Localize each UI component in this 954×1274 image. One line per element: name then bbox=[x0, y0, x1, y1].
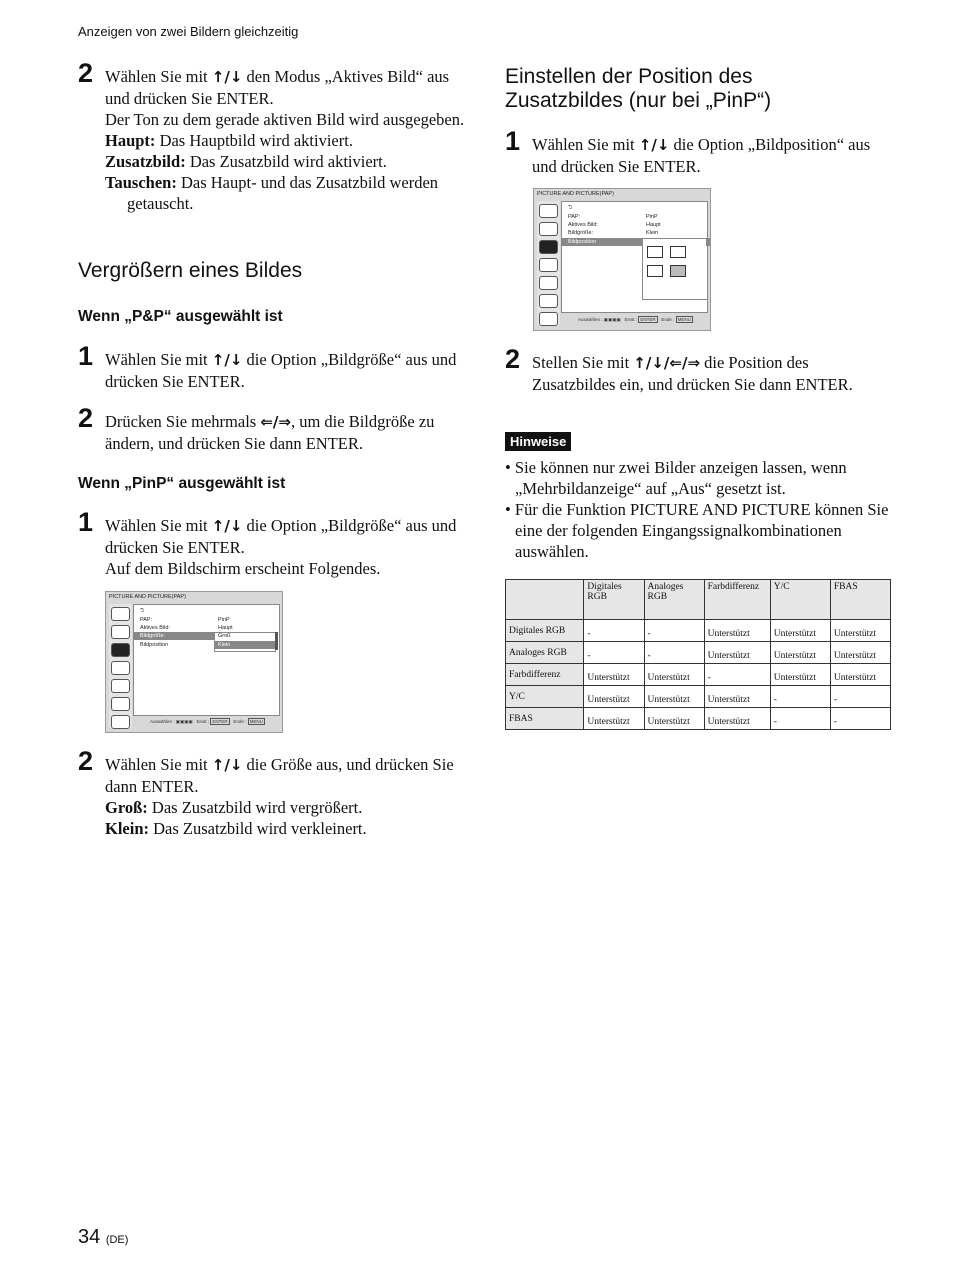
step-number: 2 bbox=[78, 58, 94, 88]
osd-screenshot-bildgroesse bbox=[105, 591, 283, 733]
osd-scrollbar bbox=[275, 632, 278, 650]
osd-screenshot-bildposition bbox=[533, 188, 711, 331]
notes-badge: Hinweise bbox=[505, 433, 571, 451]
osd-title: PICTURE AND PICTURE(PAP) bbox=[109, 594, 186, 600]
up-down-arrow-icon: ↑/↓ bbox=[638, 136, 670, 154]
menu-icon bbox=[539, 294, 558, 308]
return-icon: ⮌ bbox=[568, 205, 573, 211]
table-row: FBAS Unterstützt Unterstützt Unterstützt - - bbox=[506, 708, 891, 730]
osd-selected-row: Bildposition bbox=[562, 238, 642, 246]
osd-menu-pane: ⮌ PAP: PinP Aktives Bild: Haupt Bildgröße: Groß Bildposition Klein bbox=[133, 604, 280, 716]
subsection-title: Wenn „P&P“ ausgewählt ist bbox=[78, 308, 283, 325]
up-down-arrow-icon: ↑/↓ bbox=[211, 756, 243, 774]
position-top-right bbox=[670, 246, 686, 258]
step-number: 1 bbox=[505, 126, 521, 156]
menu-icon bbox=[539, 312, 558, 326]
step-number: 2 bbox=[78, 746, 94, 776]
osd-selected-option: Klein bbox=[214, 641, 275, 649]
osd-title: PICTURE AND PICTURE(PAP) bbox=[537, 191, 614, 197]
table-header-row: Digitales RGB Analoges RGB Farbdifferenz Y/C FBAS bbox=[506, 580, 891, 620]
step-text: Wählen Sie mit ↑/↓ die Größe aus, und drücken Sie dann ENTER. Groß: Das Zusatzbild wird vergrößert. Klein: Das Zusatzbild wird verkleinert. bbox=[105, 755, 454, 838]
table-row: Digitales RGB - - Unterstützt Unterstützt Unterstützt bbox=[506, 620, 891, 642]
menu-icon bbox=[111, 715, 130, 729]
menu-icon bbox=[539, 258, 558, 272]
step-number: 1 bbox=[78, 341, 94, 371]
section-title: Vergrößern eines Bildes bbox=[78, 259, 303, 282]
osd-row-highlight-end bbox=[706, 238, 710, 246]
menu-icon bbox=[539, 222, 558, 236]
left-right-arrow-icon: ⇐/⇒ bbox=[260, 413, 291, 431]
menu-icon bbox=[111, 697, 130, 711]
step-text: Wählen Sie mit ↑/↓ den Modus „Aktives Bild“ aus und drücken Sie ENTER. Der Ton zu dem gerade aktiven Bild wird ausgegeben. Haupt: Das Hauptbild wird aktiviert. Zusatzbild: Das Zusatzbild wird aktiviert. Tauschen: Das Haupt- und das Zusatzbild werden getauscht. bbox=[105, 67, 465, 213]
menu-icon bbox=[539, 276, 558, 290]
osd-footer: Auswählen : ▣▣▣▣ Einst : ENTER Ende : MENU bbox=[150, 719, 263, 724]
menu-icon bbox=[111, 661, 130, 675]
step-text: Stellen Sie mit ↑/↓/⇐/⇒ die Position des Zusatzbildes ein, und drücken Sie dann ENTER. bbox=[532, 353, 853, 394]
osd-selected-row: Bildgröße: bbox=[134, 632, 214, 640]
up-down-arrow-icon: ↑/↓ bbox=[211, 68, 243, 86]
menu-icon bbox=[111, 607, 130, 621]
table-row: Y/C Unterstützt Unterstützt Unterstützt - - bbox=[506, 686, 891, 708]
osd-footer: Auswählen : ▣▣▣▣ Einst : ENTER Ende : MENU bbox=[578, 317, 691, 322]
menu-icon bbox=[111, 625, 130, 639]
table-row: Farbdifferenz Unterstützt Unterstützt - Unterstützt Unterstützt bbox=[506, 664, 891, 686]
four-way-arrow-icon: ↑/↓/⇐/⇒ bbox=[633, 354, 701, 372]
menu-icon bbox=[111, 679, 130, 693]
step-text: Drücken Sie mehrmals ⇐/⇒, um die Bildgröße zu ändern, und drücken Sie dann ENTER. bbox=[105, 412, 435, 453]
step-number: 2 bbox=[78, 403, 94, 433]
table-row: Analoges RGB - - Unterstützt Unterstützt Unterstützt bbox=[506, 642, 891, 664]
running-header: Anzeigen von zwei Bildern gleichzeitig bbox=[78, 24, 299, 39]
subsection-title: Wenn „PinP“ ausgewählt ist bbox=[78, 475, 286, 492]
pap-menu-icon bbox=[111, 643, 130, 657]
menu-icon bbox=[539, 204, 558, 218]
step-text: Wählen Sie mit ↑/↓ die Option „Bildgröße“ aus und drücken Sie ENTER. Auf dem Bildschirm erscheint Folgendes. bbox=[105, 516, 457, 578]
up-down-arrow-icon: ↑/↓ bbox=[211, 351, 243, 369]
notes-list bbox=[505, 457, 895, 562]
step-text: Wählen Sie mit ↑/↓ die Option „Bildposition“ aus und drücken Sie ENTER. bbox=[532, 135, 871, 176]
position-bottom-left bbox=[647, 265, 663, 277]
position-top-left bbox=[647, 246, 663, 258]
note-item: • Sie können nur zwei Bilder anzeigen lassen, wenn „Mehrbildanzeige“ auf „Aus“ gesetzt ist. bbox=[505, 458, 847, 498]
step-number: 1 bbox=[78, 507, 94, 537]
position-bottom-right-selected bbox=[670, 265, 686, 277]
osd-icon-column bbox=[109, 604, 132, 728]
up-down-arrow-icon: ↑/↓ bbox=[211, 517, 243, 535]
step-number: 2 bbox=[505, 344, 521, 374]
pap-menu-icon bbox=[539, 240, 558, 254]
page-number: 34 (DE) bbox=[78, 1226, 129, 1248]
step-text: Wählen Sie mit ↑/↓ die Option „Bildgröße“ aus und drücken Sie ENTER. bbox=[105, 350, 457, 391]
note-item: • Für die Funktion PICTURE AND PICTURE können Sie eine der folgenden Eingangssignalkombinationen auswählen. bbox=[505, 500, 889, 561]
osd-icon-column bbox=[537, 201, 560, 325]
section-title: Einstellen der Position des Zusatzbildes (nur bei „PinP“) bbox=[505, 65, 772, 112]
return-icon: ⮌ bbox=[140, 608, 145, 614]
signal-combination-table bbox=[505, 579, 891, 730]
osd-menu-pane: ⮌ PAP: PinP Aktives Bild: Haupt Bildgröße: Klein Bildposition bbox=[561, 201, 708, 313]
